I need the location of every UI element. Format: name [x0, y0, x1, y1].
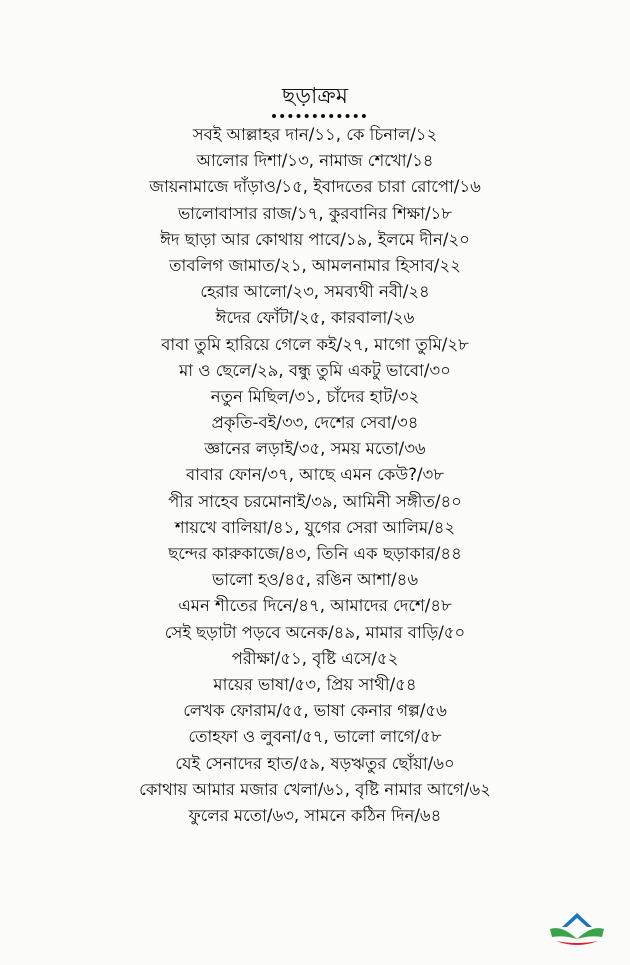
list-item: পীর সাহেব চরমোনাই/৩৯, আমিনী সঙ্গীত/৪০ — [168, 491, 462, 511]
list-item: এমন শীতের দিনে/৪৭, আমাদের দেশে/৪৮ — [178, 596, 452, 616]
logo-base — [556, 941, 598, 945]
list-item: ঈদ ছাড়া আর কোথায় পাবে/১৯, ইলমে দীন/২০ — [160, 229, 470, 249]
list-item: ঈদের ফোঁটা/২৫, কারবালা/২৬ — [215, 308, 415, 328]
logo-left-wing — [550, 928, 577, 939]
list-item: নতুন মিছিল/৩১, চাঁদের হাট/৩২ — [210, 386, 420, 406]
logo-right-wing — [577, 928, 604, 939]
page-title: ছড়াক্রম — [281, 84, 349, 109]
title-underline-dots — [272, 114, 366, 122]
list-item: ভালোবাসার রাজ/১৭, কুরবানির শিক্ষা/১৮ — [178, 203, 452, 223]
list-item: হেরার আলো/২৩, সমব্যথী নবী/২৪ — [200, 282, 430, 302]
list-item: শায়খে বালিয়া/৪১, যুগের সেরা আলিম/৪২ — [174, 517, 456, 537]
publisher-logo-icon — [546, 905, 608, 951]
list-item: জ্ঞানের লড়াই/৩৫, সময় মতো/৩৬ — [204, 439, 426, 459]
list-item: তাবলিগ জামাত/২১, আমলনামার হিসাব/২২ — [169, 255, 461, 275]
list-item: ছন্দের কারুকাজে/৪৩, তিনি এক ছড়াকার/৪৪ — [168, 544, 462, 563]
list-item: মায়ের ভাষা/৫৩, প্রিয় সাথী/৫৪ — [213, 674, 417, 694]
list-item: প্রকৃতি-বই/৩৩, দেশের সেবা/৩৪ — [211, 413, 419, 433]
list-item: আলোর দিশা/১৩, নামাজ শেখো/১৪ — [196, 151, 434, 171]
list-item: সবই আল্লাহর দান/১১, কে চিনাল/১২ — [192, 125, 438, 144]
list-item: পরীক্ষা/৫১, বৃষ্টি এসে/৫২ — [231, 648, 399, 668]
list-item: যেই সেনাদের হাত/৫৯, ষড়ঋতুর ছোঁয়া/৬০ — [175, 753, 455, 773]
list-item: ফুলের মতো/৬৩, সামনে কঠিন দিন/৬৪ — [188, 805, 442, 825]
list-item: বাবা তুমি হারিয়ে গেলে কই/২৭, মাগো তুমি/২৮ — [161, 334, 469, 354]
list-item: জায়নামাজে দাঁড়াও/১৫, ইবাদতের চারা রোপো/১৬ — [149, 177, 481, 197]
contents-list — [0, 122, 630, 829]
list-item: মা ও ছেলে/২৯, বন্ধু তুমি একটু ভাবো/৩০ — [179, 360, 451, 380]
list-item: সেই ছড়াটা পড়বে অনেক/৪৯, মামার বাড়ি/৫০ — [164, 622, 466, 642]
list-item: বাবার ফোন/৩৭, আছে এমন কেউ?/৩৮ — [186, 465, 444, 485]
logo-roof — [562, 913, 592, 927]
list-item: লেখক ফোরাম/৫৫, ভাষা কেনার গল্প/৫৬ — [183, 701, 447, 721]
list-item: কোথায় আমার মজার খেলা/৬১, বৃষ্টি নামার আগে/৬২ — [139, 779, 491, 799]
list-item: তোহফা ও লুবনা/৫৭, ভালো লাগে/৫৮ — [188, 727, 442, 747]
list-item: ভালো হও/৪৫, রঙিন আশা/৪৬ — [211, 570, 419, 590]
